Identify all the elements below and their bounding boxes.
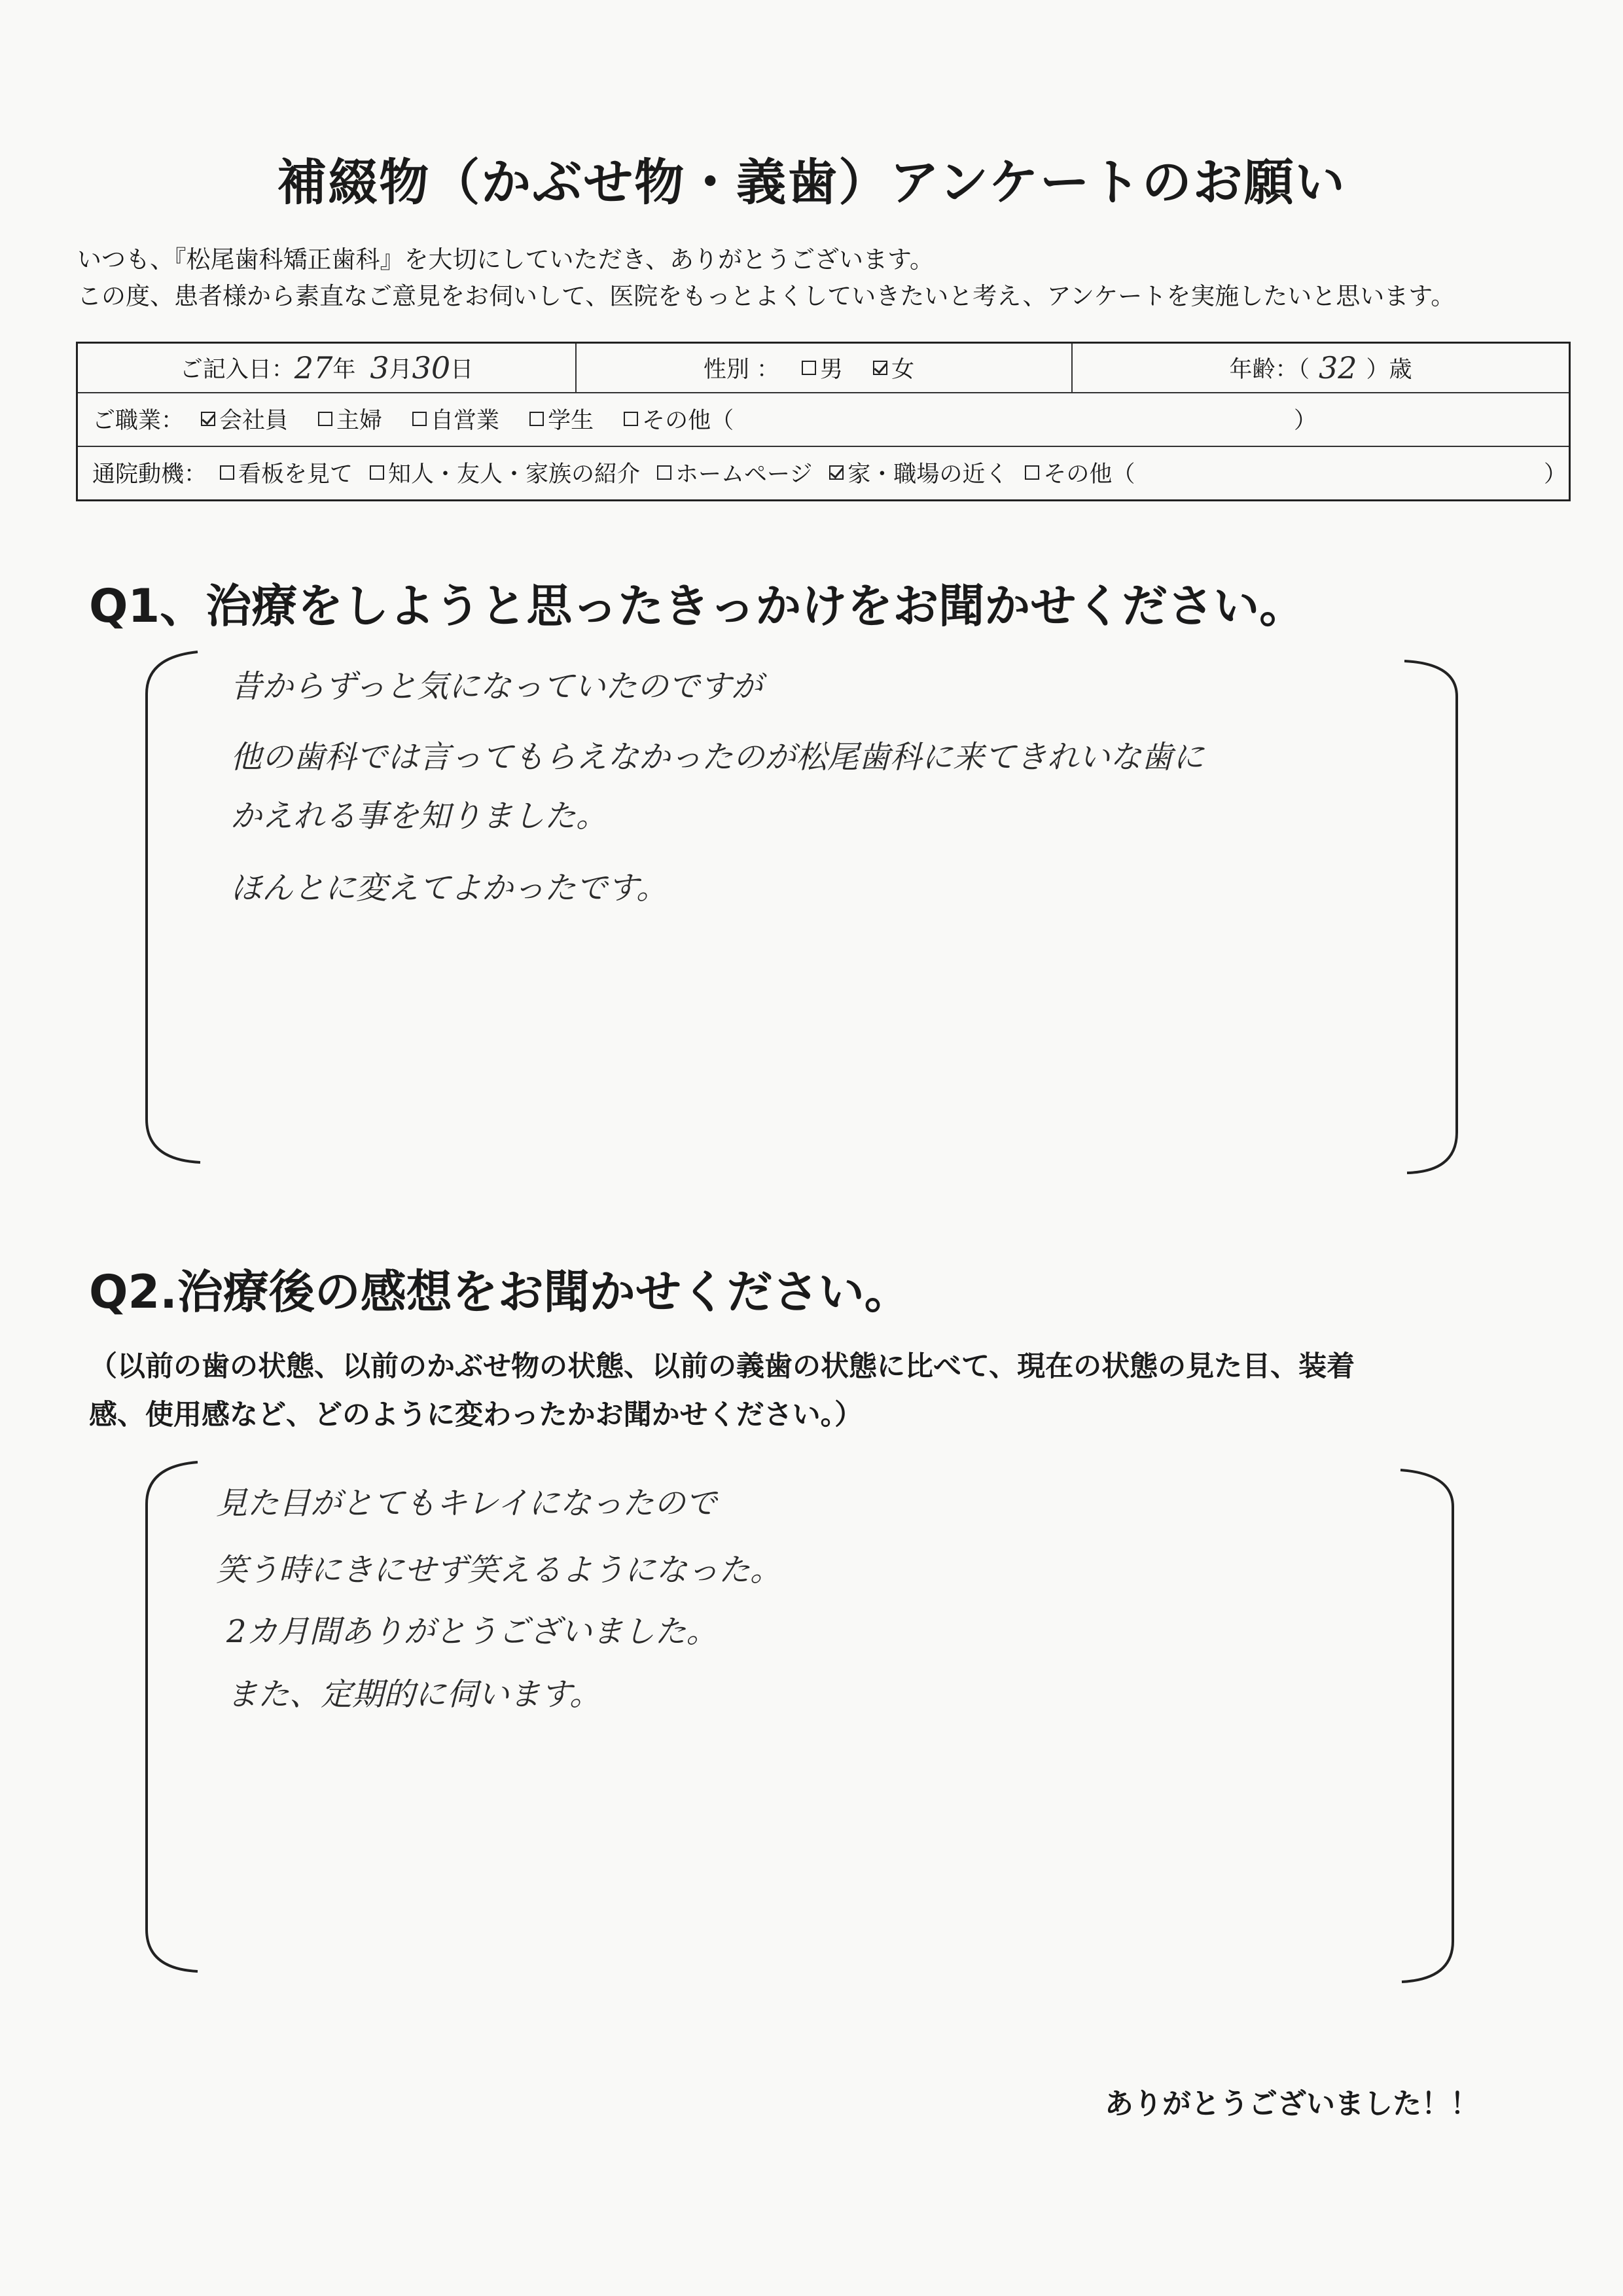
- checkbox-nearby[interactable]: [829, 465, 844, 480]
- date-month-unit: 月: [389, 357, 412, 383]
- gender-label: 性別 ：: [703, 357, 780, 383]
- occupation-option-student[interactable]: [529, 403, 594, 435]
- gender-option-female[interactable]: [873, 351, 914, 384]
- age-cell: [1073, 344, 1569, 392]
- q2-answer-line-1[interactable]: 見た目がとてもキレイになったので: [216, 1485, 717, 1522]
- page-title: 補綴物（かぶせ物・義歯）アンケートのお願い: [277, 153, 1346, 211]
- q2-left-bracket: [137, 1458, 203, 1982]
- checkbox-employee[interactable]: [201, 412, 215, 426]
- occupation-option-label: 学生: [548, 408, 594, 434]
- date-day-unit: 日: [450, 357, 474, 383]
- reason-option-referral[interactable]: [370, 456, 640, 489]
- checkbox-female[interactable]: [873, 361, 887, 375]
- date-month-value[interactable]: 3: [370, 350, 389, 386]
- q2-heading: Q2.治療後の感想をお聞かせください。: [89, 1265, 910, 1319]
- checkbox-referral[interactable]: [370, 465, 384, 480]
- checkbox-signboard[interactable]: [220, 465, 234, 480]
- reason-option-homepage[interactable]: [657, 456, 812, 489]
- checkbox-reason-other[interactable]: [1025, 465, 1039, 480]
- closing-thanks: ありがとうございました！！: [1105, 2087, 1479, 2121]
- age-value[interactable]: 32: [1318, 350, 1357, 386]
- checkbox-male[interactable]: [802, 361, 816, 375]
- q1-answer-line-3[interactable]: かえれる事を知りました。: [230, 798, 608, 834]
- q2-answer-line-2[interactable]: 笑う時にきにせず笑えるようになった。: [216, 1552, 782, 1588]
- q2-note-line-2: 感、使用感など、どのように変わったかお聞かせください。）: [89, 1399, 863, 1431]
- q1-left-bracket: [137, 648, 203, 1172]
- date-label: ご記入日：: [179, 357, 294, 383]
- age-label: 年齢：（: [1229, 357, 1310, 383]
- info-row-visit-reason: [78, 446, 1569, 499]
- occupation-cell: [92, 392, 1554, 446]
- occupation-option-label: 主婦: [336, 408, 383, 434]
- visit-reason-label: 通院動機：: [92, 461, 207, 488]
- reason-option-signboard[interactable]: [220, 456, 353, 489]
- occupation-option-selfemployed[interactable]: [412, 403, 499, 435]
- checkbox-occupation-other[interactable]: [624, 412, 638, 426]
- date-year-unit: 年: [332, 357, 356, 383]
- gender-option-label: 女: [891, 357, 915, 383]
- q1-answer-line-1[interactable]: 昔からずっと気になっていたのですが: [230, 668, 763, 705]
- occupation-option-employee[interactable]: [201, 403, 288, 435]
- q1-answer-line-4[interactable]: ほんとに変えてよかったです。: [230, 870, 668, 906]
- occupation-close-paren: ）: [1294, 408, 1317, 434]
- gender-option-male[interactable]: [802, 351, 843, 384]
- info-row-occupation: [78, 392, 1569, 447]
- occupation-option-label: その他（: [642, 408, 734, 434]
- gender-option-label: 男: [820, 357, 844, 383]
- reason-option-label: その他（: [1043, 461, 1135, 488]
- visit-reason-cell: [92, 446, 1567, 499]
- q2-right-bracket: [1397, 1463, 1462, 1987]
- q2-note-line-1: （以前の歯の状態、以前のかぶせ物の状態、以前の義歯の状態に比べて、現在の状態の見た目、装着: [89, 1350, 1355, 1383]
- date-cell: [78, 344, 575, 392]
- occupation-option-label: 会社員: [219, 408, 289, 434]
- reason-option-label: ホームページ: [675, 461, 813, 488]
- occupation-option-housewife[interactable]: [318, 403, 382, 435]
- checkbox-selfemployed[interactable]: [412, 412, 427, 426]
- q2-answer-line-3[interactable]: 2カ月間ありがとうございました。: [226, 1613, 718, 1650]
- occupation-option-other[interactable]: [624, 403, 734, 435]
- checkbox-housewife[interactable]: [318, 412, 332, 426]
- date-day-value[interactable]: 30: [412, 350, 451, 386]
- reason-option-other[interactable]: [1025, 456, 1135, 489]
- checkbox-student[interactable]: [529, 412, 544, 426]
- age-suffix: ）歳: [1366, 357, 1412, 383]
- date-year-value[interactable]: 27: [294, 350, 333, 386]
- respondent-info-table: [76, 342, 1571, 501]
- occupation-label: ご職業：: [92, 408, 185, 434]
- gender-cell: [577, 344, 1071, 392]
- q2-answer-line-4[interactable]: また、定期的に伺います。: [226, 1676, 601, 1713]
- info-row-basic: [78, 344, 1569, 393]
- reason-option-label: 知人・友人・家族の紹介: [388, 461, 641, 488]
- occupation-option-label: 自営業: [431, 408, 500, 434]
- q1-heading: Q1、治療をしようと思ったきっかけをお聞かせください。: [89, 579, 1306, 633]
- intro-line-1: いつも、『松尾歯科矯正歯科』を大切にしていただき、ありがとうございます。: [77, 245, 935, 274]
- reason-option-nearby[interactable]: [829, 456, 1008, 489]
- reason-option-label: 家・職場の近く: [847, 461, 1008, 488]
- q1-right-bracket: [1400, 655, 1466, 1178]
- reason-option-label: 看板を見て: [238, 461, 353, 488]
- visit-reason-close-paren: ）: [1544, 461, 1567, 488]
- intro-line-2: この度、患者様から素直なご意見をお伺いして、医院をもっとよくしていきたいと考え、アンケートを実施したいと思います。: [77, 282, 1455, 310]
- q1-answer-line-2[interactable]: 他の歯科では言ってもらえなかったのが松尾歯科に来てきれいな歯に: [230, 739, 1205, 776]
- checkbox-homepage[interactable]: [657, 465, 671, 480]
